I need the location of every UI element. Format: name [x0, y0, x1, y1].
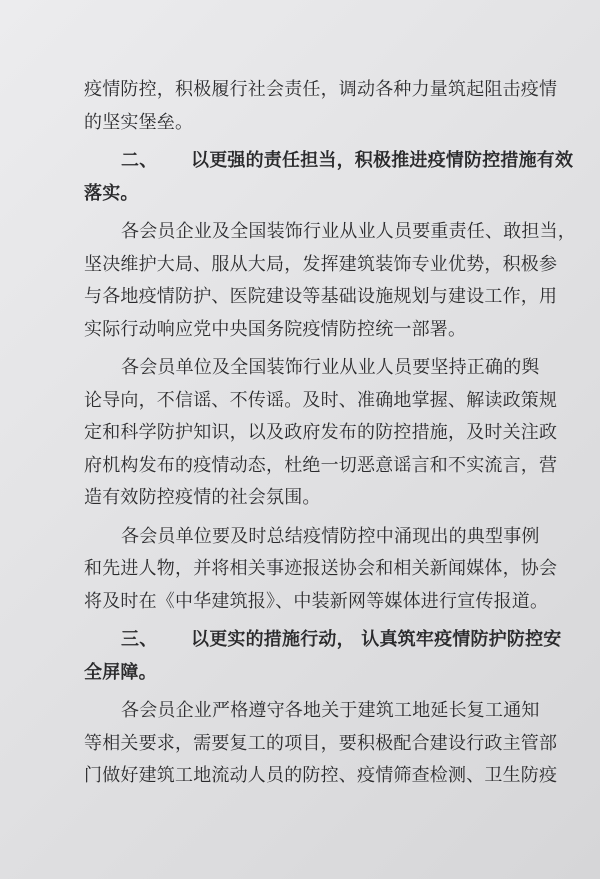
- text-line: 与各地疫情防护、医院建设等基础设施规划与建设工作，用: [84, 286, 558, 307]
- text-line: 各会员企业严格遵守各地关于建筑工地延长复工通知: [121, 700, 540, 721]
- section-title-continued: 落实。: [84, 182, 139, 204]
- text-line: 将及时在《中华建筑报》、中装新网等媒体进行宣传报道。: [84, 590, 549, 612]
- section-title-continued: 全屏障。: [84, 661, 157, 683]
- text-line: 疫情防控，积极履行社会责任，调动各种力量筑起阻击疫情: [84, 79, 558, 100]
- text-line: 府机构发布的疫情动态，杜绝一切恶意谣言和不实流言，营: [84, 454, 558, 476]
- section-title: 以更实的措施行动， 认真筑牢疫情防护防控安: [191, 629, 562, 650]
- text-line: 各会员单位及全国装饰行业从业人员要坚持正确的舆: [121, 357, 540, 378]
- text-line: 和先进人物，并将相关事迹报送协会和相关新闻媒体，协会: [84, 558, 558, 579]
- section-number: 二、: [121, 150, 158, 171]
- text-line: 门做好建筑工地流动人员的防控、疫情筛查检测、卫生防疫: [84, 765, 558, 786]
- text-line: 等相关要求，需要复工的项目，要积极配合建设行政主管部: [84, 732, 558, 754]
- section-title: 以更强的责任担当，积极推进疫情防控措施有效: [191, 150, 574, 171]
- text-line: 定和科学防护知识，以及政府发布的防控措施，及时关注政: [84, 422, 558, 443]
- text-line: 各会员单位要及时总结疫情防控中涌现出的典型事例: [121, 525, 540, 547]
- document-body: [84, 74, 576, 793]
- text-line: 造有效防控疫情的社会氛围。: [84, 487, 321, 508]
- section-heading-2: [84, 145, 574, 178]
- section-number: 三、: [121, 629, 158, 650]
- text-line: 实际行动响应党中央国务院疫情防控统一部署。: [84, 318, 467, 340]
- text-line: 坚决维护大局、服从大局，发挥建筑装饰专业优势，积极参: [84, 253, 558, 275]
- section-heading-3: [84, 624, 570, 657]
- text-line: 的坚实堡垒。: [84, 111, 194, 133]
- text-line: 各会员企业及全国装饰行业从业人员要重责任、敢担当，: [121, 221, 576, 242]
- text-line: 论导向，不信谣、不传谣。及时、准确地掌握、解读政策规: [84, 389, 558, 411]
